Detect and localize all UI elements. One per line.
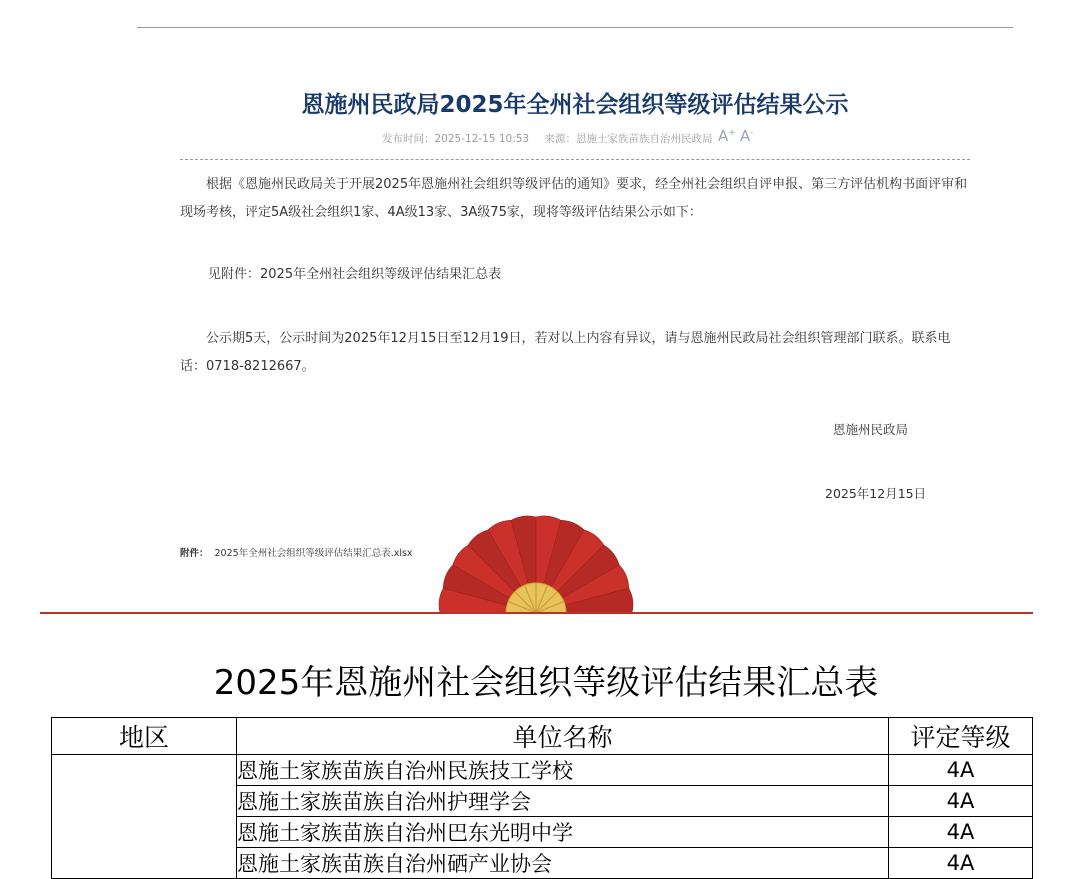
table-header-row xyxy=(52,718,1033,755)
grade-cell: 4A xyxy=(889,755,1033,786)
font-smaller-glyph: A xyxy=(740,127,751,145)
header-unit-name: 单位名称 xyxy=(237,718,889,755)
header-region: 地区 xyxy=(52,718,237,755)
publish-time: 发布时间：2025-12-15 10:53 xyxy=(382,133,530,145)
article-meta xyxy=(382,131,724,146)
table-row xyxy=(52,755,1033,786)
font-larger-glyph: A xyxy=(718,127,729,145)
unit-name-cell: 恩施土家族苗族自治州硒产业协会 xyxy=(237,848,889,879)
paragraph-attachment-note: 见附件：2025年全州社会组织等级评估结果汇总表 xyxy=(208,267,502,282)
attachment-link[interactable]: 2025年全州社会组织等级评估结果汇总表.xlsx xyxy=(214,548,413,559)
unit-name-cell: 恩施土家族苗族自治州民族技工学校 xyxy=(237,755,889,786)
font-larger-mark: + xyxy=(728,128,736,138)
red-divider xyxy=(40,612,1033,614)
unit-name-cell: 恩施土家族苗族自治州护理学会 xyxy=(237,786,889,817)
source: 来源：恩施土家族苗族自治州民政局 xyxy=(544,133,713,145)
font-size-decrease-button[interactable] xyxy=(740,127,754,145)
unit-name-cell: 恩施土家族苗族自治州巴东光明中学 xyxy=(237,817,889,848)
grade-cell: 4A xyxy=(889,786,1033,817)
font-size-increase-button[interactable] xyxy=(718,127,736,145)
summary-table xyxy=(51,717,1033,879)
header-grade: 评定等级 xyxy=(889,718,1033,755)
summary-table-title: 2025年恩施州社会组织等级评估结果汇总表 xyxy=(213,663,879,703)
dotted-divider xyxy=(180,159,970,160)
attachment-line xyxy=(180,545,413,559)
font-smaller-mark: - xyxy=(750,128,754,138)
paragraph-publicity-period: 公示期5天，公示时间为2025年12月15日至12月19日，若对以上内容有异议，请与恩施州民政局社会组织管理部门联系。联系电话：0718-8212667。 xyxy=(180,331,951,374)
page-title: 恩施州民政局2025年全州社会组织等级评估结果公示 xyxy=(301,92,849,118)
signature: 恩施州民政局 xyxy=(833,422,909,437)
grade-cell: 4A xyxy=(889,817,1033,848)
top-divider xyxy=(137,27,1013,28)
paragraph-intro: 根据《恩施州民政局关于开展2025年恩施州社会组织等级评估的通知》要求，经全州社会组织自评申报、第三方评估机构书面评审和现场考核，评定5A级社会组织1家、4A级13家、3A级75家，现将等级评估结果公示如下： xyxy=(180,177,968,220)
region-cell xyxy=(52,755,237,879)
sign-date: 2025年12月15日 xyxy=(825,486,927,501)
grade-cell: 4A xyxy=(889,848,1033,879)
red-fan-emblem xyxy=(438,512,634,613)
attachment-label: 附件： xyxy=(180,548,209,559)
